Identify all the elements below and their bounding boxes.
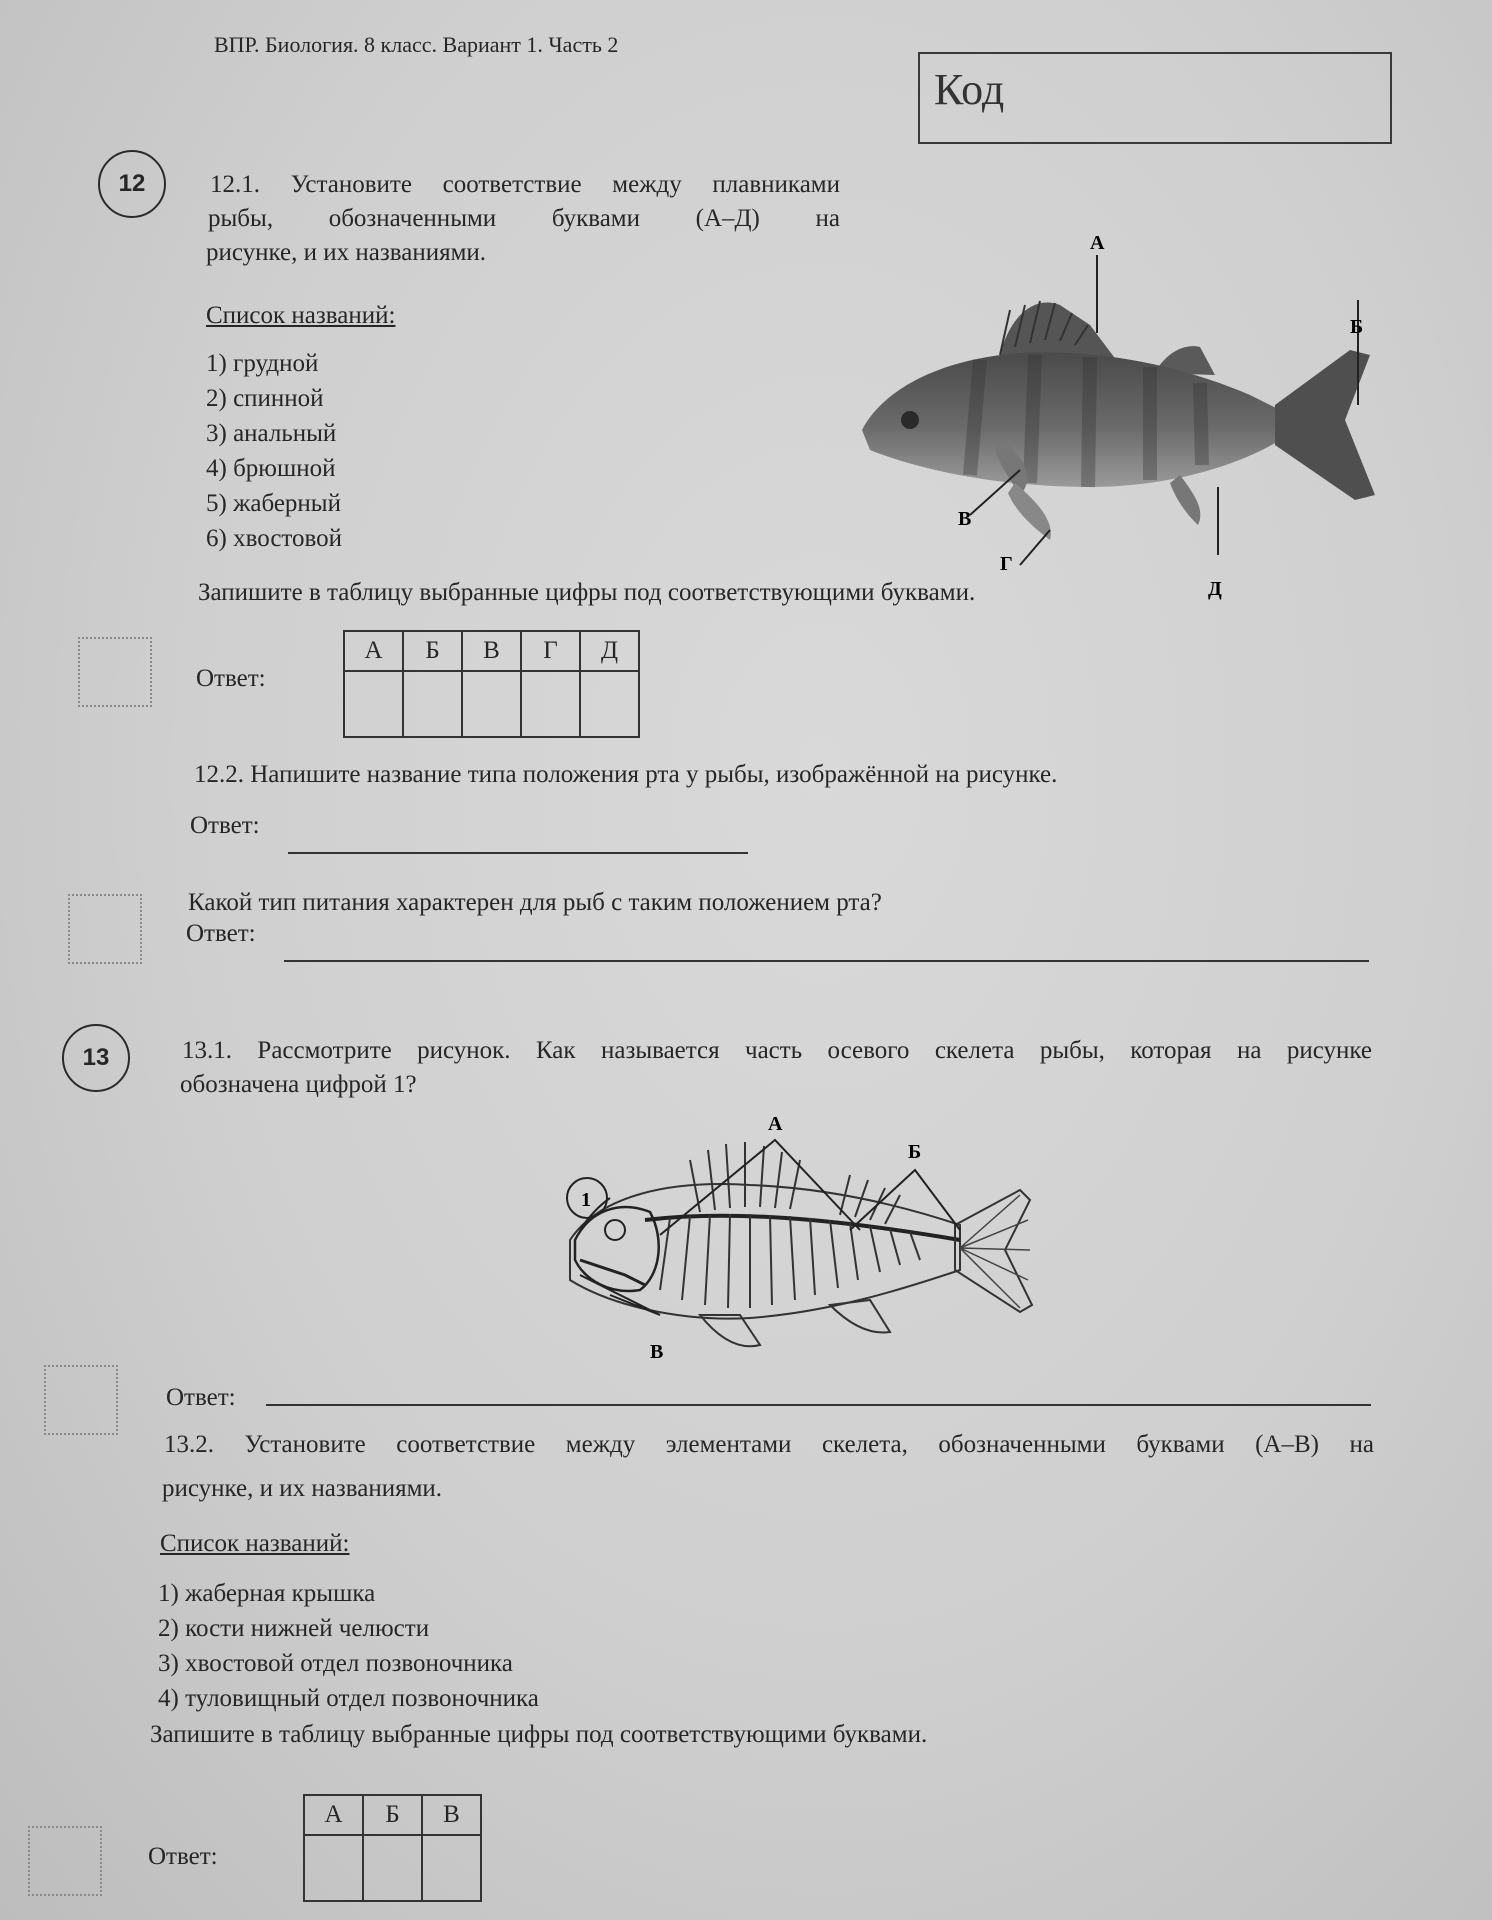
pelvic-fin-skel <box>700 1315 760 1346</box>
score-box[interactable] <box>78 637 152 707</box>
list-item: 3) анальный <box>206 420 337 447</box>
answer-cell[interactable] <box>304 1835 363 1901</box>
score-box[interactable] <box>44 1365 118 1435</box>
task13-instruction: Запишите в таблицу выбранные цифры под соответствующими буквами. <box>150 1721 928 1748</box>
answer-cell[interactable] <box>462 671 521 737</box>
task12-list <box>206 346 342 556</box>
score-box[interactable] <box>28 1826 102 1896</box>
list-item: 4) туловищный отдел позвоночника <box>158 1685 539 1712</box>
fish-eye <box>901 411 919 429</box>
task12-q3: Какой тип питания характерен для рыб с таким положением рта? <box>188 889 882 916</box>
anal-fin-skel <box>830 1300 890 1333</box>
answer-label: Ответ: <box>196 665 266 692</box>
task13-q2-line2: рисунке, и их названиями. <box>162 1475 443 1502</box>
answer-cell[interactable] <box>521 671 580 737</box>
answer-line-12-3[interactable] <box>284 960 1369 962</box>
task12-q1-line3: рисунке, и их названиями. <box>206 239 487 266</box>
table-header: Б <box>363 1795 422 1835</box>
task13-list <box>158 1576 539 1716</box>
label-1: 1 <box>581 1189 591 1211</box>
task13-list-title: Список названий: <box>160 1530 350 1557</box>
answer-line-13-1[interactable] <box>266 1404 1371 1406</box>
answer-cell[interactable] <box>403 671 462 737</box>
answer-cell[interactable] <box>344 671 403 737</box>
table-header: В <box>462 631 521 671</box>
answer-table-13 <box>303 1794 482 1902</box>
answer-label: Ответ: <box>148 1843 218 1870</box>
table-header: Д <box>580 631 639 671</box>
task12-instruction: Запишите в таблицу выбранные цифры под соответствующими буквами. <box>198 579 976 606</box>
fish-body <box>862 352 1280 487</box>
label-b: Б <box>908 1141 922 1163</box>
label-v: В <box>958 508 972 530</box>
task12-list-title: Список названий: <box>206 302 396 329</box>
page-header: ВПР. Биология. 8 класс. Вариант 1. Часть 2 <box>214 32 619 57</box>
label-b: Б <box>1350 316 1364 338</box>
list-item: 1) жаберная крышка <box>158 1580 376 1607</box>
list-item: 2) спинной <box>206 385 324 412</box>
list-item: 6) хвостовой <box>206 525 343 552</box>
pointer-g <box>1020 530 1050 565</box>
list-item: 1) грудной <box>206 350 319 377</box>
task-number-12: 12 <box>98 150 166 218</box>
label-d: Д <box>1208 578 1222 600</box>
table-header: А <box>344 631 403 671</box>
anal-fin <box>1170 475 1200 525</box>
label-a: А <box>1090 232 1105 254</box>
skeleton-figure <box>550 1100 1050 1370</box>
answer-cell[interactable] <box>363 1835 422 1901</box>
pelvic-fin <box>1008 483 1051 540</box>
answer-cell[interactable] <box>422 1835 481 1901</box>
answer-table-12 <box>343 630 640 738</box>
label-v: В <box>650 1341 664 1363</box>
label-a: А <box>768 1113 783 1135</box>
answer-cell[interactable] <box>580 671 639 737</box>
task13-q2-line1: 13.2. Установите соответствие между элементами скелета, обозначенными буквами (А–В) на <box>164 1431 1374 1458</box>
answer-label: Ответ: <box>190 812 260 839</box>
code-label: Код <box>934 65 1005 114</box>
tail-rays <box>960 1195 1030 1308</box>
list-item: 3) хвостовой отдел позвоночника <box>158 1650 513 1677</box>
label-g: Г <box>1000 553 1013 575</box>
eye-socket <box>605 1220 625 1240</box>
task13-q1-line1: 13.1. Рассмотрите рисунок. Как называется часть осевого скелета рыбы, которая на рисунке <box>182 1037 1372 1064</box>
code-field[interactable] <box>918 52 1392 144</box>
score-box[interactable] <box>68 894 142 964</box>
task12-q1-line2: рыбы, обозначенными буквами (А–Д) на <box>208 205 840 232</box>
list-item: 2) кости нижней челюсти <box>158 1615 430 1642</box>
spine <box>645 1216 960 1240</box>
tail-fin <box>1275 350 1375 500</box>
table-header: Г <box>521 631 580 671</box>
table-header: В <box>422 1795 481 1835</box>
list-item: 4) брюшной <box>206 455 336 482</box>
list-item: 5) жаберный <box>206 490 341 517</box>
answer-label: Ответ: <box>166 1384 236 1411</box>
perch-figure <box>850 225 1390 605</box>
answer-line-12-2[interactable] <box>288 852 748 854</box>
task-number-13: 13 <box>62 1024 130 1092</box>
table-header: Б <box>403 631 462 671</box>
task12-q2: 12.2. Напишите название типа положения рта у рыбы, изображённой на рисунке. <box>194 761 1058 788</box>
task13-q1-line2: обозначена цифрой 1? <box>180 1071 417 1098</box>
table-header: А <box>304 1795 363 1835</box>
task12-q1-line1: 12.1. Установите соответствие между плавниками <box>210 171 840 198</box>
answer-label: Ответ: <box>186 920 256 947</box>
lower-jaw <box>580 1260 645 1285</box>
